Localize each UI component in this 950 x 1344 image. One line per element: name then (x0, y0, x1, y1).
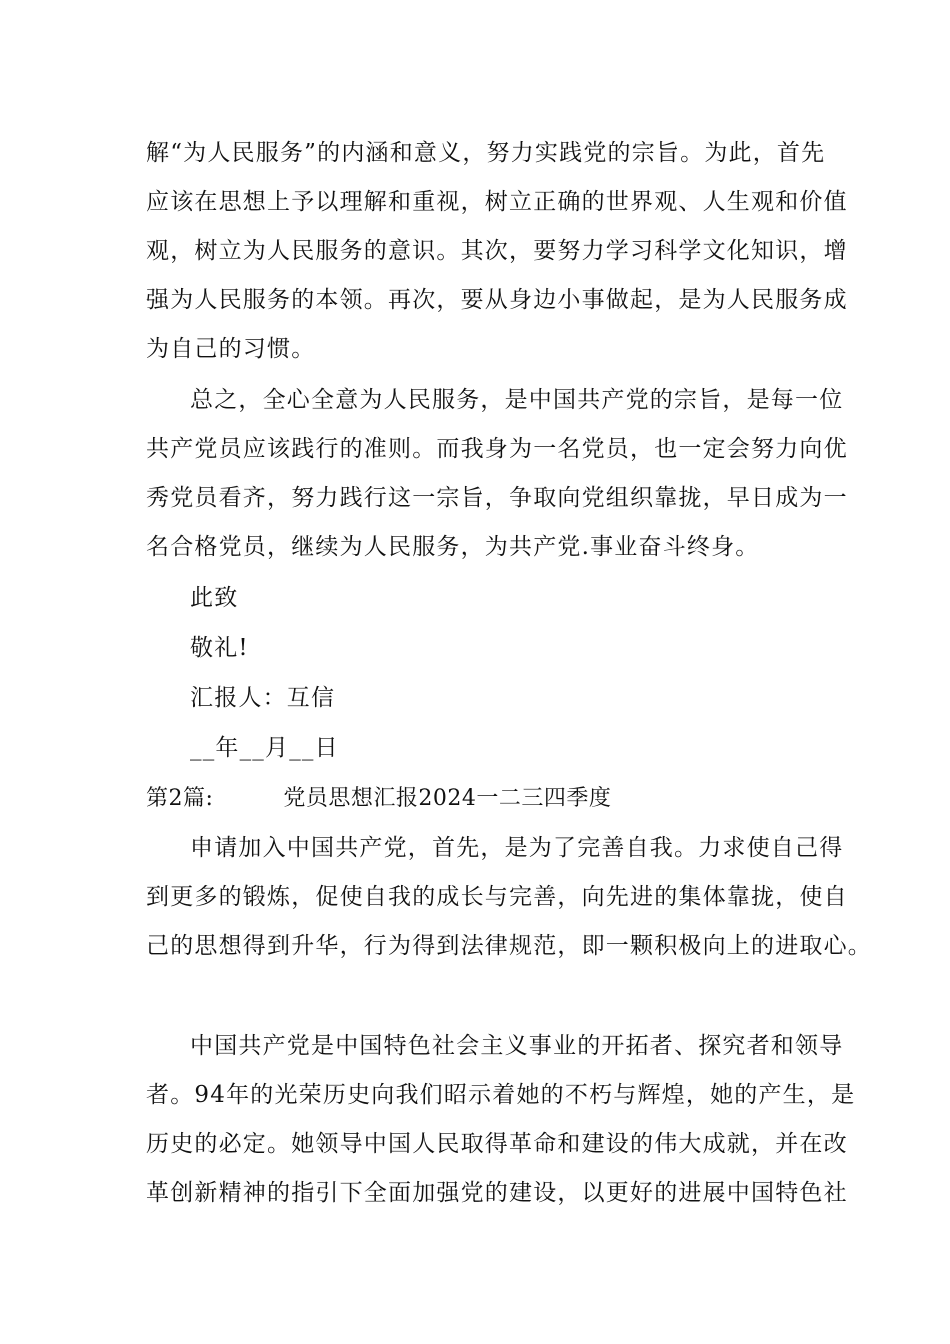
paragraph-line: 为自己的习惯。 (146, 336, 316, 362)
paragraph-line: 革创新精神的指引下全面加强党的建设，以更好的进展中国特色社 (146, 1180, 848, 1206)
section-label: 第2篇: (146, 786, 214, 811)
paragraph-line: 共产党员应该践行的准则。而我身为一名党员，也一定会努力向优 (146, 436, 848, 462)
paragraph-line: 中国共产党是中国特色社会主义事业的开拓者、探究者和领导 (190, 1033, 844, 1059)
paragraph-line: 己的思想得到升华，行为得到法律规范，即一颗积极向上的进取心。 (146, 933, 872, 959)
paragraph-line: 者。94年的光荣历史向我们昭示着她的不朽与辉煌，她的产生，是 (146, 1082, 856, 1108)
paragraph-line: 名合格党员，继续为人民服务，为共产党.事业奋斗终身。 (146, 534, 760, 560)
paragraph-line: 强为人民服务的本领。再次，要从身边小事做起，是为人民服务成 (146, 287, 848, 313)
paragraph-line: 历史的必定。她领导中国人民取得革命和建设的伟大成就，并在改 (146, 1131, 848, 1157)
paragraph-line: 解“为人民服务”的内涵和意义，努力实践党的宗旨。为此，首先 (146, 140, 826, 166)
paragraph-line: 到更多的锻炼，促使自我的成长与完善，向先进的集体靠拢，使自 (146, 884, 848, 910)
closing-salutation: 此致 (190, 585, 239, 611)
paragraph-line: 观，树立为人民服务的意识。其次，要努力学习科学文化知识，增 (146, 238, 848, 264)
paragraph-line: 总之，全心全意为人民服务，是中国共产党的宗旨，是每一位 (190, 387, 844, 413)
reporter-signature: 汇报人：互信 (190, 685, 336, 711)
paragraph-line: 秀党员看齐，努力践行这一宗旨，争取向党组织靠拢，早日成为一 (146, 485, 848, 511)
paragraph-line: 应该在思想上予以理解和重视，树立正确的世界观、人生观和价值 (146, 189, 848, 215)
section-title: 党员思想汇报2024一二三四季度 (283, 786, 612, 811)
section-heading (146, 784, 826, 814)
report-date: __年__月__日 (190, 735, 339, 761)
closing-respect: 敬礼! (190, 635, 249, 661)
paragraph-line: 申请加入中国共产党，首先，是为了完善自我。力求使自己得 (190, 835, 844, 861)
